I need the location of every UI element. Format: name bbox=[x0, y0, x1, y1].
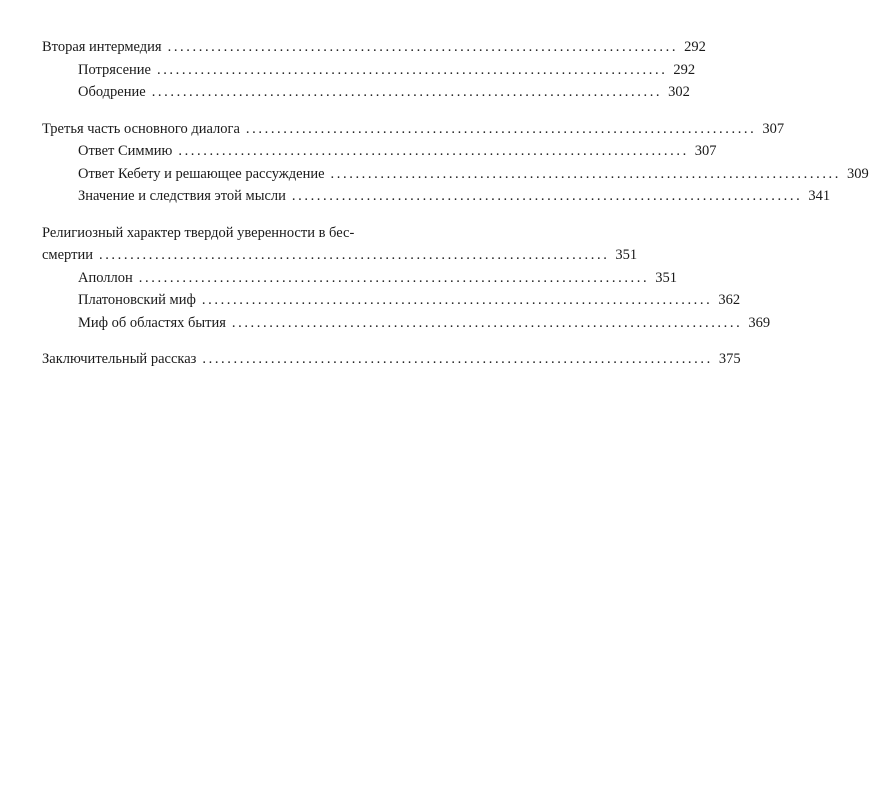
leader-dots: .................................................................................. bbox=[231, 314, 743, 331]
toc-entry-title: Заключительный рассказ bbox=[42, 351, 197, 367]
toc-subentry[interactable] bbox=[42, 289, 741, 312]
leader-dots: .................................................................................. bbox=[167, 39, 679, 55]
section-gap bbox=[42, 334, 434, 348]
leader-dots: .................................................................................. bbox=[156, 61, 668, 78]
leader-dots: .................................................................................. bbox=[245, 120, 757, 137]
toc-entry-page: 375 bbox=[718, 351, 741, 367]
toc-subentry[interactable] bbox=[42, 163, 869, 186]
leader-dots: .................................................................................. bbox=[201, 292, 713, 308]
section-gap bbox=[42, 208, 434, 222]
toc-entry-title: Платоновский миф bbox=[78, 292, 196, 308]
toc-entry-page: 292 bbox=[673, 61, 696, 78]
toc-entry-wrapped-line[interactable] bbox=[42, 222, 434, 245]
toc-entry-page: 341 bbox=[808, 188, 831, 204]
leader-dots: .................................................................................. bbox=[98, 247, 610, 263]
toc-entry-page: 362 bbox=[718, 292, 741, 308]
toc-entry-title: Ободрение bbox=[78, 84, 146, 100]
leader-dots: .................................................................................. bbox=[291, 188, 803, 204]
toc-entry-title: Значение и следствия этой мысли bbox=[78, 188, 286, 204]
toc-entry[interactable] bbox=[42, 348, 741, 371]
leader-dots: .................................................................................. bbox=[151, 84, 663, 100]
leader-dots: .................................................................................. bbox=[202, 351, 713, 367]
toc-entry-page: 369 bbox=[748, 314, 771, 331]
table-of-contents bbox=[42, 36, 869, 371]
toc-entry[interactable] bbox=[42, 118, 785, 141]
toc-entry-page: 307 bbox=[694, 143, 717, 159]
toc-entry-page: 292 bbox=[684, 39, 706, 55]
toc-entry-title: Третья часть основного диалога bbox=[42, 120, 240, 137]
leader-dots: .................................................................................. bbox=[178, 143, 689, 159]
toc-subentry[interactable] bbox=[42, 140, 717, 163]
toc-subentry[interactable] bbox=[42, 185, 831, 208]
toc-entry-title: Вторая интермедия bbox=[42, 39, 162, 55]
leader-dots: .................................................................................. bbox=[138, 269, 650, 286]
leader-dots: .................................................................................. bbox=[330, 165, 841, 182]
toc-subentry[interactable] bbox=[42, 312, 771, 335]
toc-entry-title: Ответ Симмию bbox=[78, 143, 173, 159]
toc-entry[interactable] bbox=[42, 36, 706, 59]
toc-entry-title: Ответ Кебету и решающее рассуждение bbox=[78, 165, 325, 182]
toc-entry-title-line1: Религиозный характер твердой уверенности в бес- bbox=[42, 224, 355, 241]
toc-entry-page: 307 bbox=[762, 120, 785, 137]
toc-entry-title: смертии bbox=[42, 247, 93, 263]
toc-entry-title: Миф об областях бытия bbox=[78, 314, 226, 331]
toc-entry-page: 309 bbox=[847, 165, 869, 182]
toc-subentry[interactable] bbox=[42, 59, 696, 82]
toc-entry-page: 351 bbox=[655, 269, 677, 286]
toc-entry[interactable] bbox=[42, 244, 638, 267]
toc-entry-page: 351 bbox=[615, 247, 638, 263]
toc-entry-title: Потрясение bbox=[78, 61, 151, 78]
toc-subentry[interactable] bbox=[42, 81, 690, 104]
toc-subentry[interactable] bbox=[42, 267, 677, 290]
section-gap bbox=[42, 104, 434, 118]
toc-entry-page: 302 bbox=[668, 84, 690, 100]
toc-entry-title: Аполлон bbox=[78, 269, 133, 286]
